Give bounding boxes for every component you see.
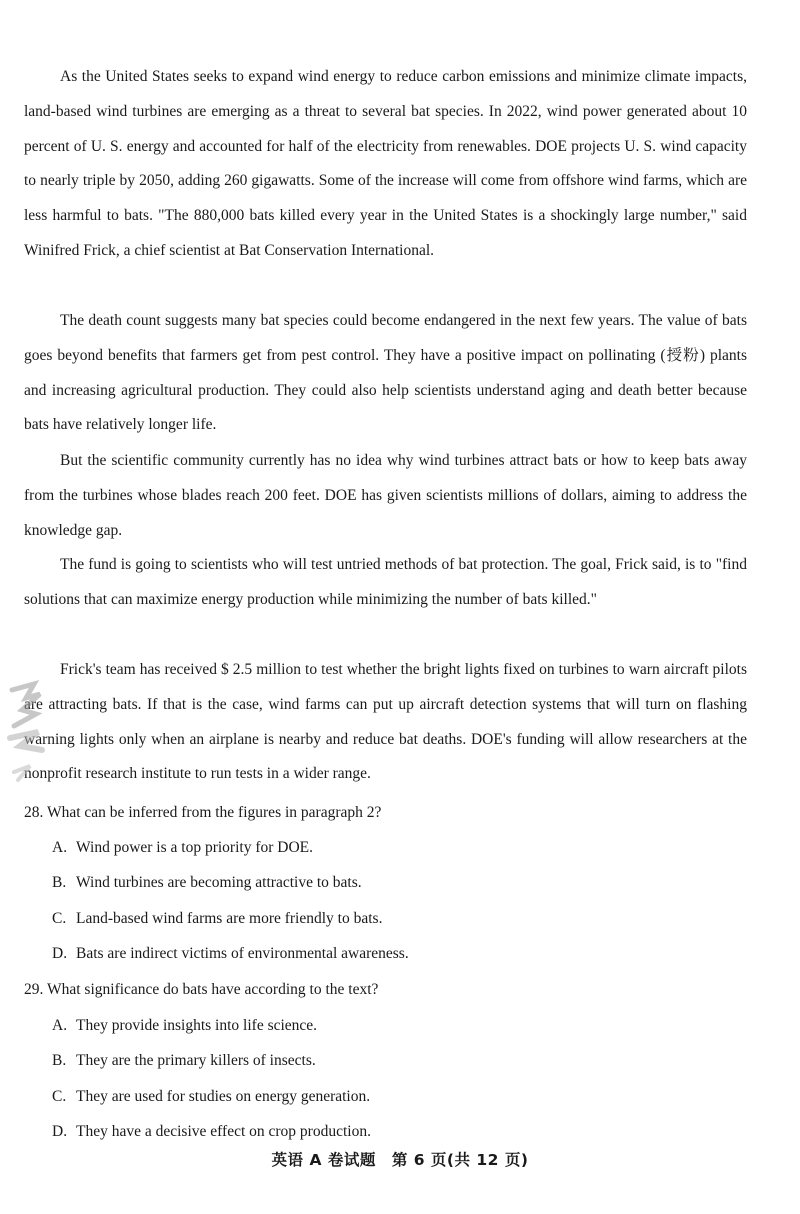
passage-paragraph-5: Frick's team has received $ 2.5 million to test whether the bright lights fixed on turbines to warn aircraft pilots are attracting bats. If that is the case, wind farms can put up aircraft detection systems that will turn on flashing warning lights only when an airplane is nearby and reduce bat deaths. DOE's funding will allow researchers at the nonprofit research institute to run tests in a wider range. bbox=[24, 661, 747, 783]
option-c bbox=[52, 1079, 752, 1114]
option-b bbox=[52, 865, 752, 900]
option-d bbox=[52, 936, 752, 971]
option-text: Land-based wind farms are more friendly to bats. bbox=[76, 909, 383, 927]
question-stem: What can be inferred from the figures in paragraph 2? bbox=[46, 804, 382, 821]
question-number: 28. bbox=[24, 804, 44, 821]
option-letter: D. bbox=[52, 1122, 68, 1140]
option-letter: C. bbox=[52, 909, 67, 927]
question-number: 29. bbox=[24, 981, 44, 998]
option-a bbox=[52, 830, 752, 865]
option-a bbox=[52, 1008, 752, 1043]
option-letter: A. bbox=[52, 839, 68, 856]
question-29-options bbox=[52, 1008, 752, 1149]
option-text: They are the primary killers of insects. bbox=[76, 1052, 316, 1070]
option-letter: C. bbox=[52, 1087, 67, 1105]
scan-smudge-mark bbox=[4, 680, 54, 790]
option-text: Wind power is a top priority for DOE. bbox=[76, 839, 313, 856]
option-text: They have a decisive effect on crop production. bbox=[76, 1122, 371, 1140]
option-letter: A. bbox=[52, 1017, 68, 1034]
passage-paragraph-1: As the United States seeks to expand wind energy to reduce carbon emissions and minimize climate impacts, land-based wind turbines are emerging as a threat to several bat species. In 2022, wind power generated about 10 percent of U. S. energy and accounted for half of the electricity from renewables. DOE projects U. S. wind capacity to nearly triple by 2050, adding 260 gigawatts. Some of the increase will come from offshore wind farms, which are less harmful to bats. "The 880,000 bats killed every year in the United States is a shockingly large number," said Winifred Frick, a chief scientist at Bat Conservation International. bbox=[24, 68, 747, 259]
option-text: They provide insights into life science. bbox=[76, 1017, 318, 1034]
page-footer: 英语 A 卷试题 第 6 页(共 12 页) bbox=[271, 1151, 529, 1169]
passage-paragraph-2: The death count suggests many bat species could become endangered in the next few years. The value of bats goes beyond benefits that farmers get from pest control. They have a positive impact on pollinating (授粉) plants and increasing agricultural production. They could also help scientists understand aging and death better because bats have relatively longer life. bbox=[24, 312, 747, 434]
option-letter: D. bbox=[52, 944, 68, 962]
option-d bbox=[52, 1114, 752, 1149]
question-29 bbox=[24, 973, 747, 1007]
option-c bbox=[52, 901, 752, 936]
option-text: Wind turbines are becoming attractive to bats. bbox=[76, 874, 362, 892]
option-letter: B. bbox=[52, 1052, 67, 1070]
question-stem: What significance do bats have according to the text? bbox=[46, 981, 379, 998]
question-28 bbox=[24, 796, 747, 830]
question-28-options bbox=[52, 830, 752, 971]
passage-paragraph-3: But the scientific community currently has no idea why wind turbines attract bats or how to keep bats away from the turbines whose blades reach 200 feet. DOE has given scientists millions of dollars, aiming to address the knowledge gap. bbox=[24, 452, 747, 539]
option-b bbox=[52, 1043, 752, 1078]
passage-paragraph-4: The fund is going to scientists who will test untried methods of bat protection. The goal, Frick said, is to "find solutions that can maximize energy production while minimizing the number of bats killed." bbox=[24, 556, 747, 608]
option-text: They are used for studies on energy generation. bbox=[76, 1087, 371, 1105]
option-letter: B. bbox=[52, 874, 67, 892]
option-text: Bats are indirect victims of environmental awareness. bbox=[76, 944, 409, 962]
